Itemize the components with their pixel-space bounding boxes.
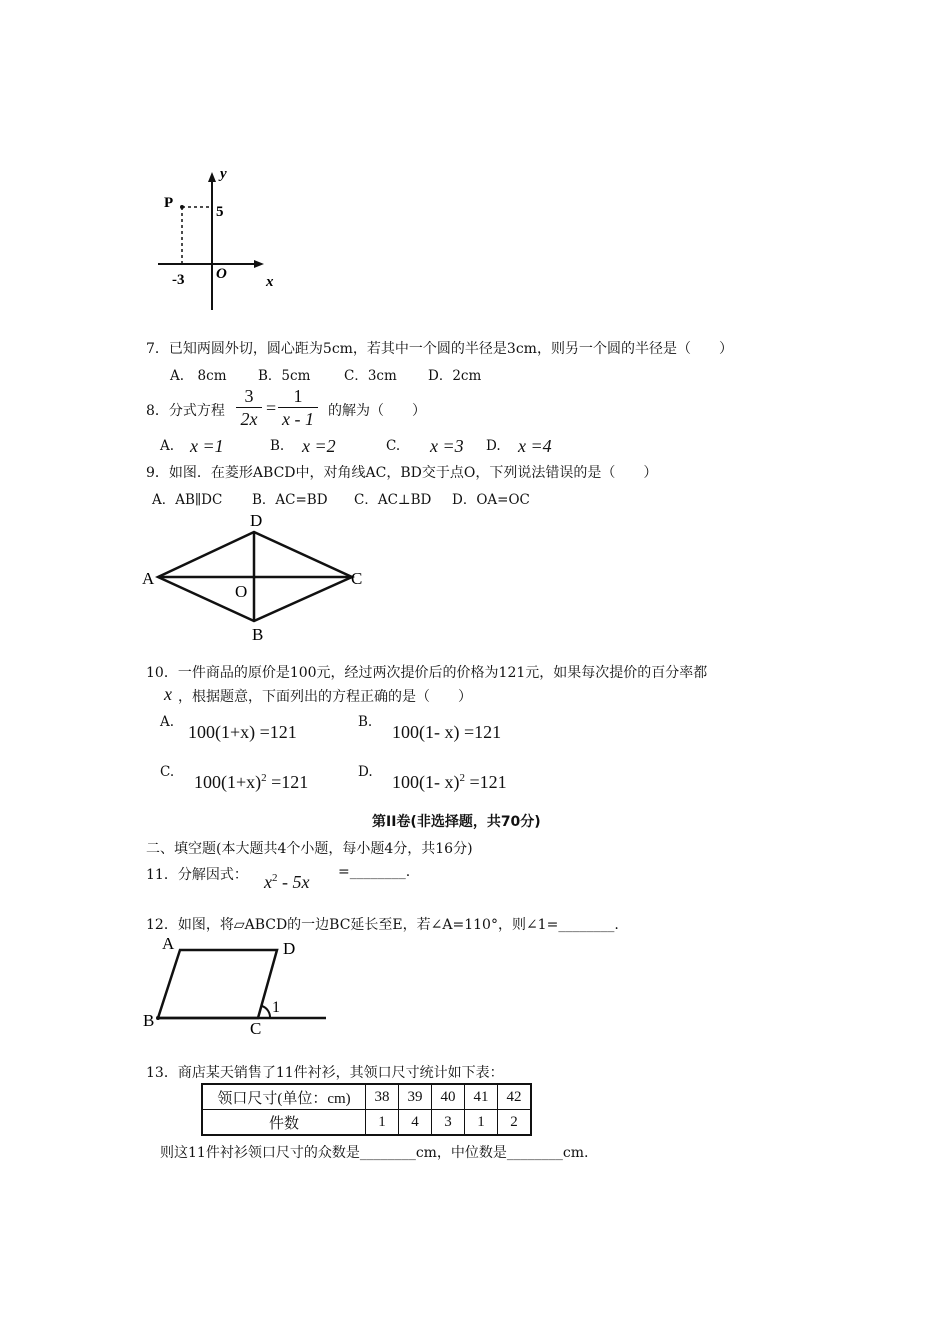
- table-cell: 42: [498, 1084, 532, 1110]
- q8-equals: =: [266, 398, 277, 418]
- vertex-d-label: D: [283, 939, 296, 958]
- q7-option-c: C．3cm: [344, 368, 397, 384]
- fill-in-header: 二、填空题(本大题共4个小题，每小题4分，共16分): [146, 841, 473, 857]
- q7-option-d: D．2cm: [428, 368, 482, 384]
- q8-option-d-label: D.: [486, 438, 501, 454]
- table-cell: 2: [498, 1110, 532, 1136]
- q9-option-a: A．AB∥DC: [152, 492, 223, 508]
- q10-eq-d-exp: 2: [459, 772, 465, 784]
- vertex-d: D: [250, 511, 263, 530]
- q10-eq-c-rhs: =121: [271, 772, 309, 792]
- vertex-b-label: B: [143, 1011, 155, 1030]
- q10-var-x: x: [164, 684, 172, 704]
- q8-option-c-value: x =3: [430, 436, 464, 456]
- q8-lhs-bar: [236, 407, 262, 408]
- q10-eq-c-exp: 2: [261, 772, 267, 784]
- angle-1-arc: [262, 1006, 270, 1018]
- q8-rhs-bar: [278, 407, 318, 408]
- point-p: [180, 205, 184, 209]
- label-o: O: [216, 266, 227, 282]
- point-b: [156, 1016, 160, 1020]
- label-neg3: -3: [172, 272, 185, 288]
- q13-answer: 则这11件衬衫领口尺寸的众数是________cm，中位数是________cm.: [160, 1145, 589, 1161]
- q11-prefix: 11．分解因式：: [146, 867, 248, 883]
- q9-stem: 9．如图．在菱形ABCD中，对角线AC，BD交于点O，下列说法错误的是（ ）: [146, 465, 658, 481]
- table-cell: 4: [399, 1110, 432, 1136]
- label-5: 5: [216, 204, 224, 220]
- parallelogram-figure: [140, 932, 340, 1040]
- q8-option-a-label: A.: [160, 438, 175, 454]
- q10-line2: ，根据题意，下面列出的方程正确的是（ ）: [178, 689, 472, 705]
- center-o: O: [235, 582, 248, 601]
- q9-option-c: C．AC⊥BD: [354, 492, 432, 508]
- table-cell: 41: [465, 1084, 498, 1110]
- table-cell: 1: [366, 1110, 399, 1136]
- label-p: P: [164, 195, 174, 211]
- table-cell: 件数: [202, 1110, 366, 1136]
- q7-option-a: A. 8cm: [170, 368, 227, 384]
- rhombus-figure: [140, 508, 380, 648]
- label-y: y: [220, 166, 227, 182]
- q11-expr-exp: 2: [272, 872, 278, 884]
- q9-option-d: D．OA=OC: [452, 492, 530, 508]
- q8-rhs-denominator: x - 1: [282, 409, 314, 429]
- q10-eq-d: [392, 772, 507, 793]
- angle-1-label: 1: [272, 999, 280, 1016]
- q8-rhs-fraction: [278, 386, 318, 429]
- q8-option-c-label: C.: [386, 438, 401, 454]
- q11-expr-rest: - 5x: [282, 872, 310, 892]
- collar-size-table: [201, 1083, 532, 1136]
- q7-option-b: B．5cm: [258, 368, 311, 384]
- table-cell: 40: [432, 1084, 465, 1110]
- q8-rhs-numerator: 1: [293, 386, 303, 406]
- y-axis-arrow: [208, 172, 216, 182]
- q12-stem: 12．如图，将▱ABCD的一边BC延长至E，若∠A=110°，则∠1=________.: [146, 917, 619, 933]
- label-x: x: [266, 274, 274, 290]
- vertex-c: C: [351, 569, 363, 588]
- q10-eq-c-base: 100(1+x): [194, 772, 262, 792]
- q8-option-a-value: x =1: [190, 436, 224, 456]
- vertex-a-label: A: [162, 934, 175, 953]
- q13-stem: 13．商店某天销售了11件衬衫，其领口尺寸统计如下表：: [146, 1065, 504, 1081]
- table-row: [202, 1110, 531, 1136]
- x-axis-arrow: [254, 260, 264, 268]
- table-row: [202, 1084, 531, 1110]
- table-cell: 1: [465, 1110, 498, 1136]
- q10-line1: 10．一件商品的原价是100元，经过两次提价后的价格为121元，如果每次提价的百分率都: [146, 665, 708, 681]
- q10-eq-d-rhs: =121: [469, 772, 507, 792]
- q8-lhs-fraction: [236, 386, 262, 429]
- vertex-b: B: [252, 625, 264, 644]
- q10-label-c: C.: [160, 764, 175, 780]
- section2-title: 第II卷(非选择题，共70分): [372, 814, 541, 830]
- q7-stem: 7．已知两圆外切，圆心距为5cm，若其中一个圆的半径是3cm，则另一个圆的半径是（ ）: [146, 341, 733, 357]
- q8-lhs-denominator: 2x: [240, 409, 258, 429]
- q8-option-b-value: x =2: [302, 436, 336, 456]
- table-cell: 38: [366, 1084, 399, 1110]
- table-cell: 领口尺寸(单位：cm): [202, 1084, 366, 1110]
- q10-label-a: A.: [160, 714, 175, 730]
- coordinate-figure: [150, 160, 290, 320]
- q8-suffix: 的解为（ ）: [328, 403, 426, 419]
- q8-option-d-value: x =4: [518, 436, 552, 456]
- q10-label-b: B.: [358, 714, 373, 730]
- q11-blank: =________.: [338, 864, 411, 880]
- table-cell: 3: [432, 1110, 465, 1136]
- vertex-c-label: C: [250, 1019, 262, 1038]
- q10-eq-d-base: 100(1- x): [392, 772, 460, 792]
- q8-prefix: 8．分式方程: [146, 403, 225, 419]
- vertex-a: A: [142, 569, 155, 588]
- q10-label-d: D.: [358, 764, 373, 780]
- q9-option-b: B．AC=BD: [252, 492, 328, 508]
- q10-eq-c: [194, 772, 308, 793]
- q8-lhs-numerator: 3: [244, 386, 254, 406]
- q10-eq-b: 100(1- x) =121: [392, 722, 502, 742]
- q11-expr-x: x: [264, 872, 272, 892]
- q10-eq-a: 100(1+x) =121: [188, 722, 297, 742]
- q8-option-b-label: B.: [270, 438, 285, 454]
- table-cell: 39: [399, 1084, 432, 1110]
- parallelogram-outline: [158, 950, 277, 1018]
- q11-expression: [264, 872, 309, 893]
